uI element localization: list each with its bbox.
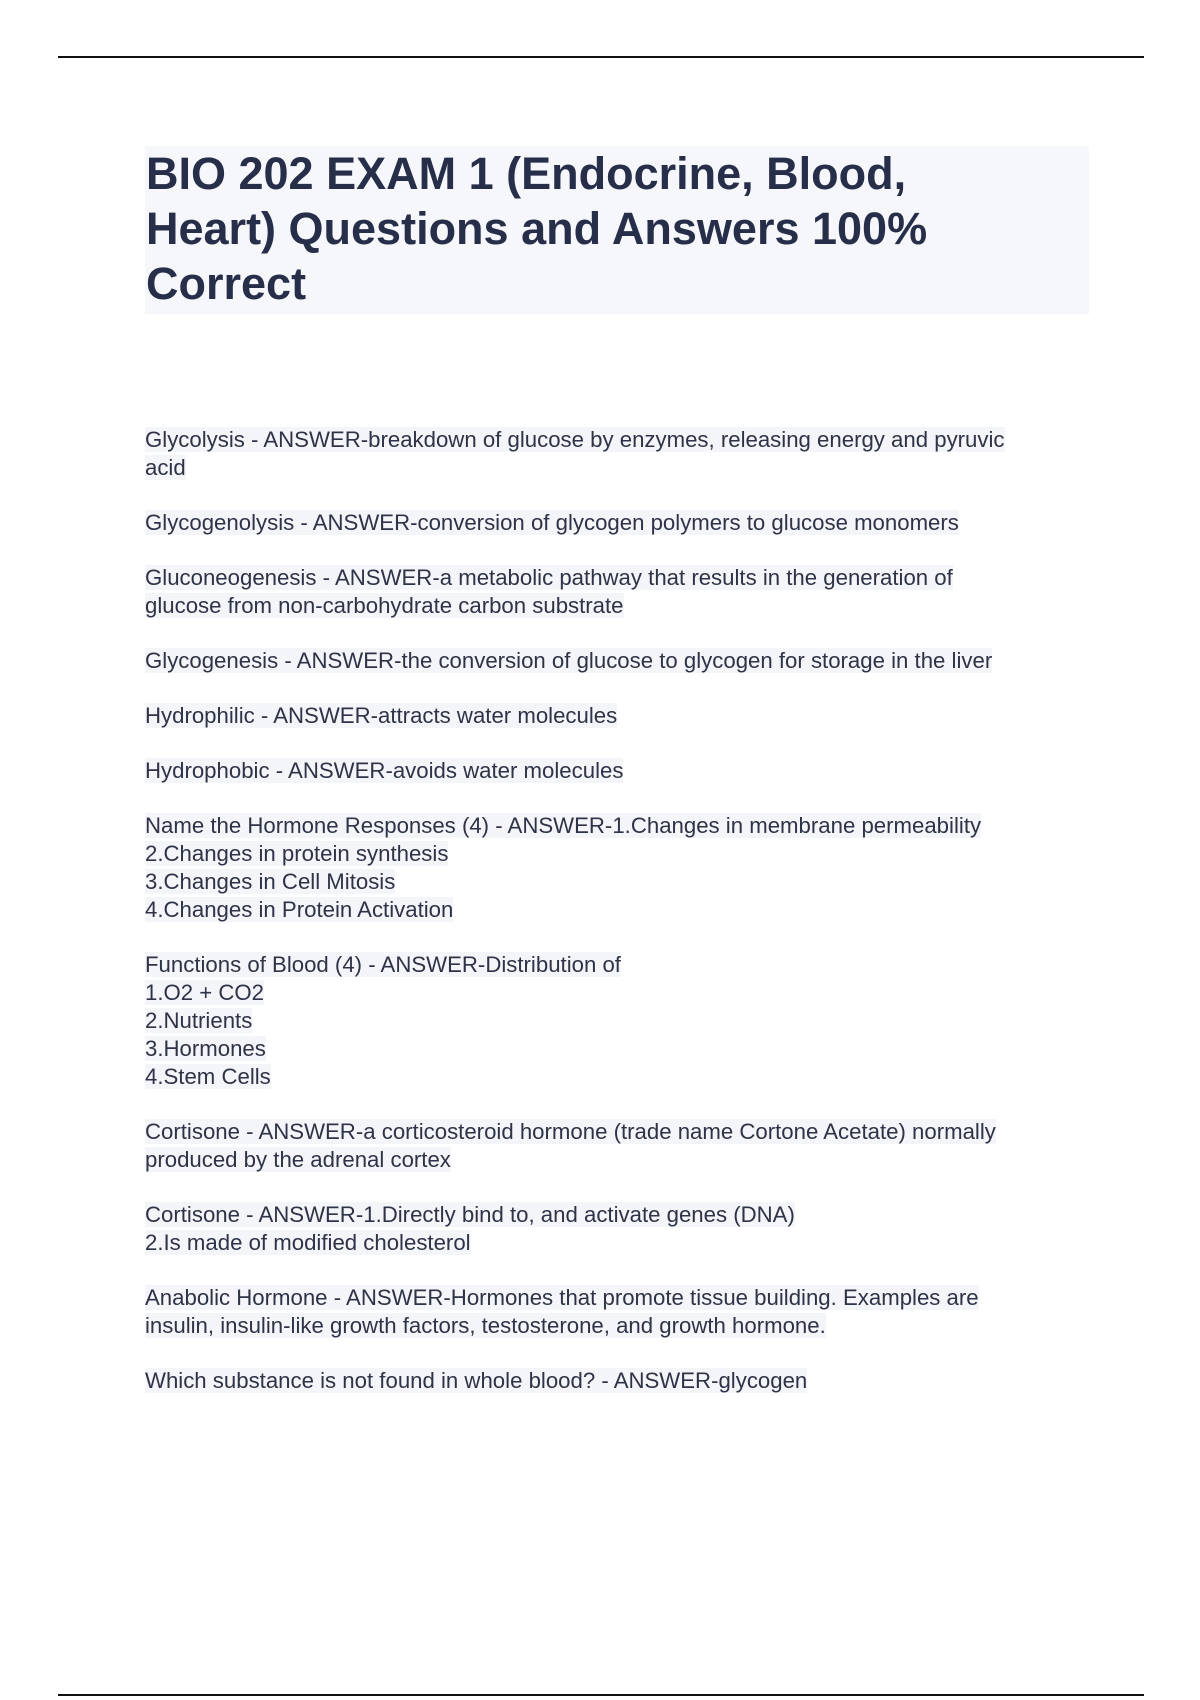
qa-text-line: Glycogenesis - ANSWER-the conversion of glucose to glycogen for storage in the liver	[145, 648, 993, 673]
qa-item-glycogenolysis	[145, 509, 1095, 537]
qa-text-line: Anabolic Hormone - ANSWER-Hormones that promote tissue building. Examples are	[145, 1285, 979, 1310]
title-block	[145, 146, 1089, 314]
title-line: Correct	[146, 258, 307, 309]
qa-item-functions-of-blood	[145, 951, 1095, 1091]
qa-item-glycolysis	[145, 426, 1095, 482]
qa-text-line: Glycogenolysis - ANSWER-conversion of glycogen polymers to glucose monomers	[145, 510, 959, 535]
qa-text-line: Hydrophilic - ANSWER-attracts water molecules	[145, 703, 618, 728]
qa-list	[145, 426, 1095, 1422]
qa-text-line: 3.Hormones	[145, 1036, 266, 1061]
qa-item-cortisone-1	[145, 1118, 1095, 1174]
qa-text-line: Hydrophobic - ANSWER-avoids water molecules	[145, 758, 624, 783]
qa-text-line: Glycolysis - ANSWER-breakdown of glucose by enzymes, releasing energy and pyruvic	[145, 427, 1005, 452]
qa-text-line: produced by the adrenal cortex	[145, 1147, 451, 1172]
qa-item-whole-blood	[145, 1367, 1095, 1395]
qa-text-line: glucose from non-carbohydrate carbon substrate	[145, 593, 624, 618]
qa-text-line: 2.Is made of modified cholesterol	[145, 1230, 471, 1255]
qa-item-gluconeogenesis	[145, 564, 1095, 620]
qa-text-line: insulin, insulin-like growth factors, testosterone, and growth hormone.	[145, 1313, 826, 1338]
qa-item-hydrophilic	[145, 702, 1095, 730]
qa-item-hydrophobic	[145, 757, 1095, 785]
document-title	[145, 146, 1089, 311]
qa-text-line: acid	[145, 455, 186, 480]
qa-text-line: Cortisone - ANSWER-a corticosteroid hormone (trade name Cortone Acetate) normally	[145, 1119, 996, 1144]
qa-text-line: Which substance is not found in whole blood? - ANSWER-glycogen	[145, 1368, 808, 1393]
qa-text-line: Gluconeogenesis - ANSWER-a metabolic pathway that results in the generation of	[145, 565, 953, 590]
qa-text-line: 1.O2 + CO2	[145, 980, 265, 1005]
qa-text-line: 2.Nutrients	[145, 1008, 253, 1033]
qa-text-line: 2.Changes in protein synthesis	[145, 841, 449, 866]
top-divider	[58, 56, 1144, 58]
qa-item-hormone-responses	[145, 812, 1095, 924]
qa-text-line: Name the Hormone Responses (4) - ANSWER-1.Changes in membrane permeability	[145, 813, 982, 838]
qa-text-line: Functions of Blood (4) - ANSWER-Distribution of	[145, 952, 621, 977]
qa-item-glycogenesis	[145, 647, 1095, 675]
qa-text-line: 3.Changes in Cell Mitosis	[145, 869, 396, 894]
bottom-divider	[58, 1694, 1144, 1696]
qa-text-line: 4.Stem Cells	[145, 1064, 271, 1089]
title-line: BIO 202 EXAM 1 (Endocrine, Blood,	[146, 148, 907, 199]
qa-text-line: 4.Changes in Protein Activation	[145, 897, 454, 922]
qa-item-cortisone-2	[145, 1201, 1095, 1257]
qa-item-anabolic-hormone	[145, 1284, 1095, 1340]
qa-text-line: Cortisone - ANSWER-1.Directly bind to, and activate genes (DNA)	[145, 1202, 795, 1227]
title-line: Heart) Questions and Answers 100%	[146, 203, 928, 254]
